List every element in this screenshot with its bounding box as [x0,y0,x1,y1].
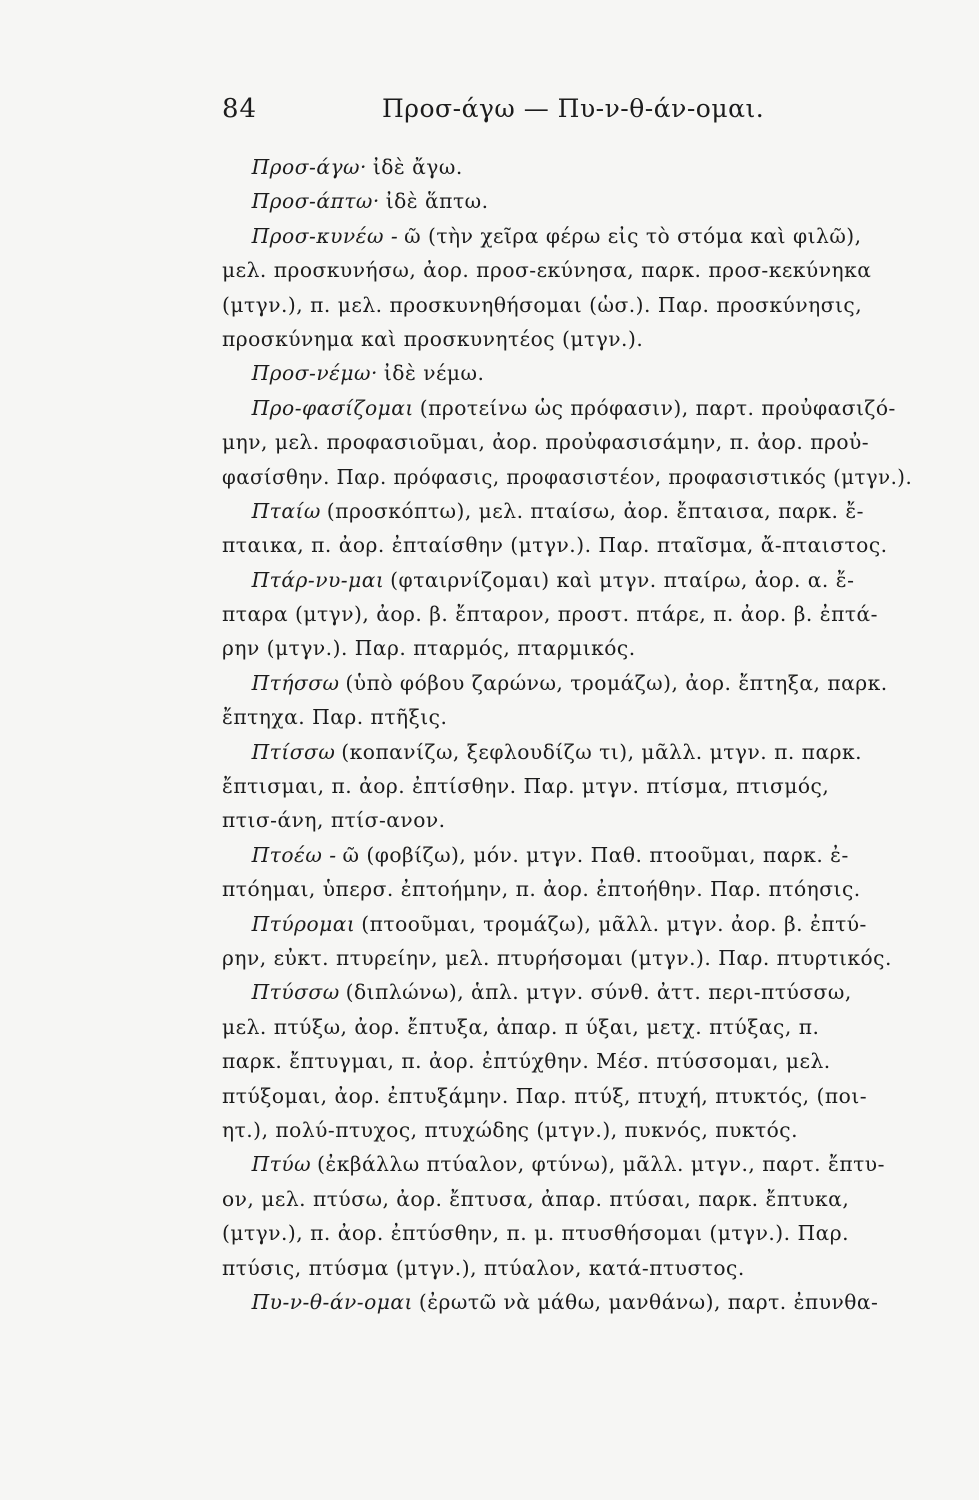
entry-text: (πτοοῦμαι, τρομάζω), μᾶλλ. μτγν. ἀορ. β. ἐπτύ- [361,911,867,936]
continuation-line [222,1079,912,1113]
continuation-line [222,631,912,665]
continuation-line [222,769,912,803]
entry-line [222,184,912,218]
continuation-line [222,1216,912,1250]
entry-line [222,666,912,700]
headword: Πτύσσω [251,980,340,1005]
continuation-line [222,700,912,734]
entry-text: προσκύνημα καὶ προσκυνητέος (μτγν.). [222,326,644,351]
continuation-line [222,941,912,975]
headword: Πταίω [251,498,321,523]
entry-text: (φταιρνίζομαι) καὶ μτγν. πταίρω, ἀορ. α. ἔ- [390,567,855,592]
headword: Πτάρ-νυ-μαι [251,567,385,592]
entry-text: ρην, εὐκτ. πτυρείην, μελ. πτυρήσομαι (μτγν.). Παρ. πτυρτικός. [222,945,892,970]
entry-line [222,356,912,390]
entry-line [222,1147,912,1181]
entry-text: (κοπανίζω, ξεφλουδίζω τι), μᾶλλ. μτγν. π. παρκ. [341,739,863,764]
entry-line [222,150,912,184]
entry-text: ἰδὲ ἄγω. [372,155,463,179]
continuation-line [222,803,912,837]
headword: Πτήσσω [251,670,340,695]
entry-text: μελ. πτύξω, ἀορ. ἔπτυξα, ἀπαρ. π ύξαι, μετχ. πτύξας, π. [222,1014,820,1039]
entry-text: ον, μελ. πτύσω, ἀορ. ἔπτυσα, ἀπαρ. πτύσαι, παρκ. ἔπτυκα, [222,1186,850,1211]
continuation-line [222,253,912,287]
headword: Προσ-κυνέω - [251,223,399,248]
entry-text: ἰδὲ νέμω. [383,361,485,386]
entry-line [222,735,912,769]
entry-line [222,838,912,872]
headword: Προσ-άγω· [251,155,367,179]
entry-text: ἔπτηχα. Παρ. πτῆξις. [222,705,448,730]
entry-text: φασίσθην. Παρ. πρόφασις, προφασιστέον, προφασιστικός (μτγν.). [222,464,913,489]
continuation-line [222,460,913,494]
headword: Προσ-άπτω· [251,189,380,214]
headword: Πτύρομαι [251,911,356,936]
entry-text: ἔπτισμαι, π. ἀορ. ἐπτίσθην. Παρ. μτγν. πτίσμα, πτισμός, [222,774,830,799]
continuation-line [222,1251,912,1285]
entry-text: ητ.), πολύ-πτυχος, πτυχώδης (μτγν.), πυκνός, πυκτός. [222,1117,799,1142]
continuation-line [222,322,912,356]
entry-line [222,391,912,425]
headword: Προσ-νέμω· [251,361,378,386]
entry-line [222,219,912,253]
entry-text: (μτγν.), π. μελ. προσκυνηθήσομαι (ὡσ.). Παρ. προσκύνησις, [222,292,863,317]
entry-line [222,494,912,528]
entry-text: (μτγν.), π. ἀορ. ἐπτύσθην, π. μ. πτυσθήσομαι (μτγν.). Παρ. [222,1221,850,1246]
entry-text: (προσκόπτω), μελ. πταίσω, ἀορ. ἔπταισα, παρκ. ἔ- [326,498,864,523]
headword: Πτύω [251,1152,312,1177]
entry-text: (ἐκβάλλω πτύαλον, φτύνω), μᾶλλ. μτγν., παρτ. ἔπτυ- [317,1152,885,1177]
entry-text: παρκ. ἔπτυγμαι, π. ἀορ. ἐπτύχθην. Μέσ. πτύσσομαι, μελ. [222,1049,831,1074]
entry-text: ρην (μτγν.). Παρ. πταρμός, πταρμικός. [222,636,636,661]
dictionary-entries [222,150,922,1319]
entry-text: (ὑπὸ φόβου ζαρώνω, τρομάζω), ἀορ. ἔπτηξα, παρκ. [345,670,888,695]
entry-line [222,1285,912,1319]
headword: Πυ-ν-θ-άν-ομαι [251,1289,413,1314]
entry-text: (προτείνω ὡς πρόφασιν), παρτ. προὐφασιζό- [419,395,896,420]
continuation-line [222,1044,912,1078]
entry-text: ῶ (τὴν χεῖρα φέρω εἰς τὸ στόμα καὶ φιλῶ), [404,223,862,248]
page-number: 84 [222,94,258,124]
continuation-line [222,872,912,906]
entry-text: πταρα (μτγν), ἀορ. β. ἔπταρον, προστ. πτάρε, π. ἀορ. β. ἐπτά- [222,602,879,627]
page-header [222,94,922,134]
entry-text: πτύξομαι, ἀορ. ἐπτυξάμην. Παρ. πτύξ, πτυχή, πτυκτός, (ποι- [222,1083,868,1108]
entry-text: ἰδὲ ἅπτω. [385,189,489,214]
entry-text: πτόημαι, ὑπερσ. ἐπτοήμην, π. ἀορ. ἐπτοήθην. Παρ. πτόησις. [222,877,861,902]
headword: Πτοέω - [251,842,337,867]
entry-line [222,975,912,1009]
headword: Πτίσσω [251,739,336,764]
continuation-line [222,528,912,562]
running-title: Προσ-άγω — Πυ-ν-θ-άν-ομαι. [382,94,765,123]
entry-text: (διπλώνω), ἁπλ. μτγν. σύνθ. ἀττ. περι-πτύσσω, [345,980,852,1005]
continuation-line [222,1113,912,1147]
entry-text: (ἐρωτῶ νὰ μάθω, μανθάνω), παρτ. ἐπυνθα- [418,1289,879,1314]
headword: Προ-φασίζομαι [251,395,414,420]
entry-text: μελ. προσκυνήσω, ἀορ. προσ-εκύνησα, παρκ. προσ-κεκύνηκα [222,258,872,283]
entry-line [222,907,912,941]
continuation-line [222,425,912,459]
continuation-line [222,288,912,322]
entry-line [222,563,912,597]
entry-text: μην, μελ. προφασιοῦμαι, ἀορ. προὐφασισάμην, π. ἀορ. προὐ- [222,430,870,455]
entry-text: πτισ-άνη, πτίσ-ανον. [222,808,446,833]
entry-text: πτύσις, πτύσμα (μτγν.), πτύαλον, κατά-πτυστος. [222,1255,745,1280]
continuation-line [222,1182,912,1216]
entry-text: πταικα, π. ἀορ. ἐπταίσθην (μτγν.). Παρ. πταῖσμα, ἄ-πταιστος. [222,533,888,558]
continuation-line [222,597,912,631]
continuation-line [222,1010,912,1044]
entry-text: ῶ (φοβίζω), μόν. μτγν. Παθ. πτοοῦμαι, παρκ. ἐ- [342,842,849,867]
